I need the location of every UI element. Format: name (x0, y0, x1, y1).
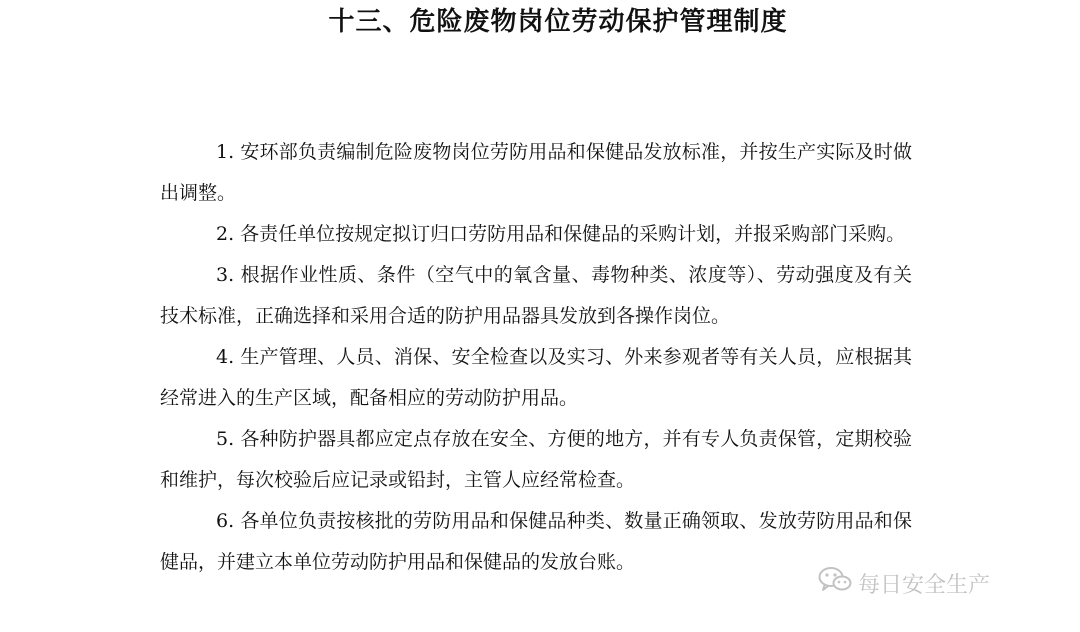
paragraph-1: 1. 安环部负责编制危险废物岗位劳防用品和保健品发放标准，并按生产实际及时做出调整。 (160, 141, 912, 204)
document-title: 十三、危险废物岗位劳动保护管理制度 (328, 7, 788, 37)
wechat-icon (818, 566, 858, 600)
paragraph-5: 5. 各种防护器具都应定点存放在安全、方便的地方，并有专人负责保管，定期校验和维护，每次校验后应记录或铅封，主管人应经常检查。 (160, 428, 912, 491)
paragraph-3: 3. 根据作业性质、条件（空气中的氧含量、毒物种类、浓度等）、劳动强度及有关技术标准，正确选择和采用合适的防护用品器具发放到各操作岗位。 (160, 264, 912, 327)
watermark (818, 566, 990, 600)
paragraph-6: 6. 各单位负责按核批的劳防用品和保健品种类、数量正确领取、发放劳防用品和保健品，并建立本单位劳动防护用品和保健品的发放台账。 (160, 510, 912, 573)
paragraph-2: 2. 各责任单位按规定拟订归口劳防用品和保健品的采购计划，并报采购部门采购。 (216, 223, 906, 245)
watermark-text: 每日安全生产 (858, 572, 991, 598)
paragraph-4: 4. 生产管理、人员、消保、安全检查以及实习、外来参观者等有关人员，应根据其经常进入的生产区域，配备相应的劳动防护用品。 (160, 346, 912, 409)
document-body (160, 132, 912, 583)
